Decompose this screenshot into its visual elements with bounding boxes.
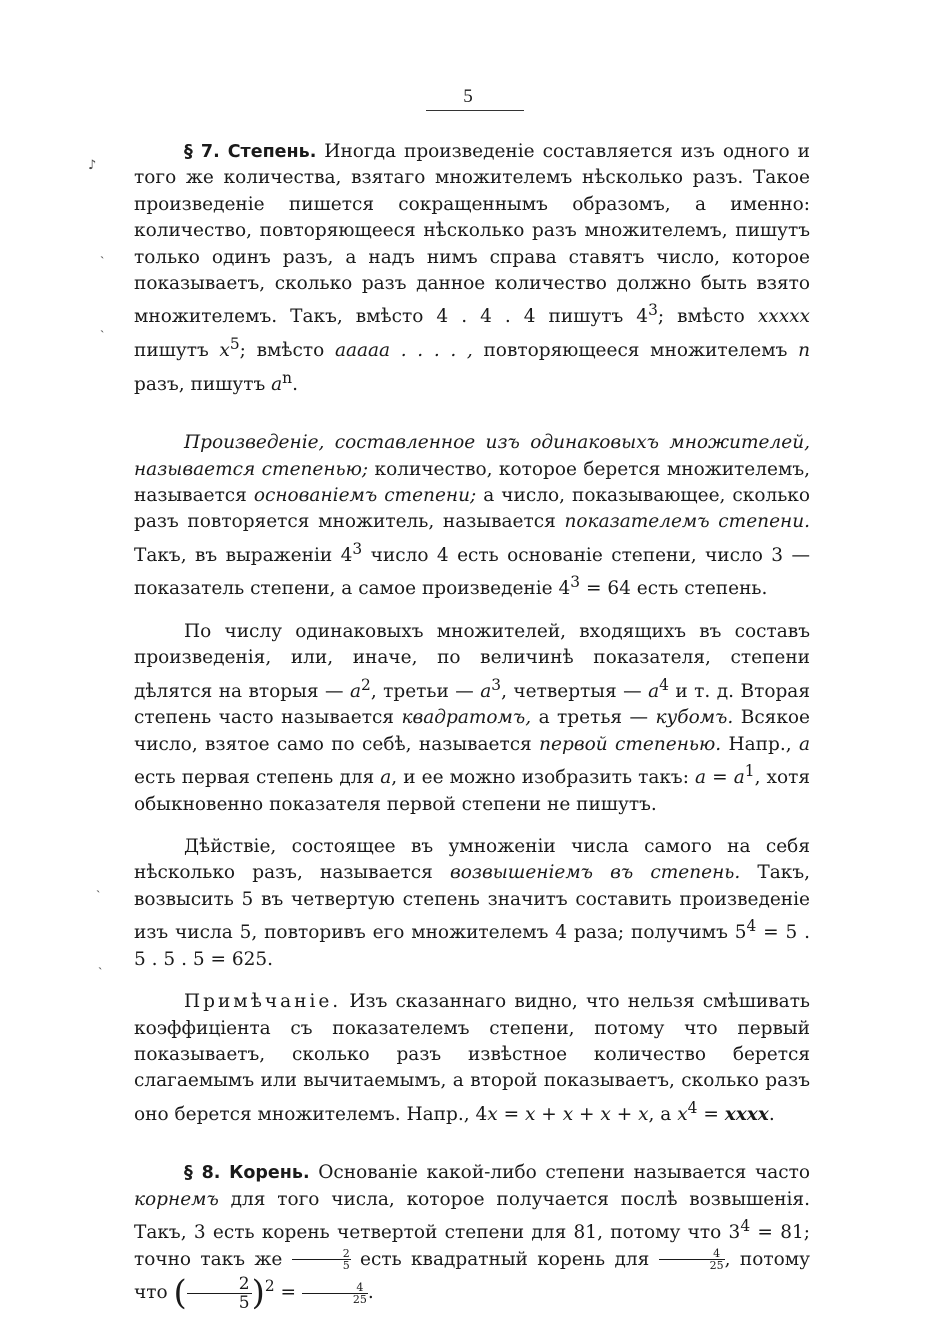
exponent: 3 [352, 539, 363, 558]
fraction-denominator: 25 [352, 1292, 367, 1306]
note-label: Примѣчаніе. [184, 991, 342, 1013]
fraction-numerator: 4 [659, 1248, 725, 1260]
fraction-denominator: 5 [342, 1259, 350, 1273]
text: = 5 . 5 . 5 . 5 = 625. [134, 922, 810, 970]
exponent: 3 [570, 573, 581, 592]
text: + [535, 1104, 563, 1125]
text: а число, показывающее, сколько разъ повторяется множитель, называется [134, 484, 810, 533]
text: , хотя обыкновенно показателя первой степени не пишутъ. [134, 767, 811, 815]
paragraph-power-kinds [134, 619, 810, 818]
section-number: § 8. [184, 1163, 221, 1184]
math-var: a [648, 680, 660, 702]
text: . [768, 1104, 775, 1125]
text: Всякое число, взятое само по себѣ, называется [134, 707, 811, 755]
math-var: x [487, 1104, 498, 1125]
text: , третьи — [370, 680, 481, 702]
fraction-numerator: 2 [292, 1248, 351, 1260]
text: для того числа, которое получается послѣ возвышенія. Такъ, 3 есть корень четвертой степени для 81, потому что 3 [134, 1188, 810, 1244]
section-title: Степень. [227, 142, 317, 162]
exponent: 1 [744, 762, 755, 781]
math-var: a [271, 373, 283, 395]
math-var: a [380, 767, 392, 789]
text: и т. д. Вторая степень часто называется [134, 680, 810, 729]
text: + [610, 1104, 639, 1125]
math-var: a [799, 733, 811, 755]
fraction [659, 1248, 725, 1271]
math-var: xxxxx [757, 306, 810, 328]
text: Изъ сказаннаго видно, что нельзя смѣшивать коэффиціента съ показателемъ степени, потому что первый показываетъ, сколько разъ извѣстное количество берется слагаемымъ или вычитаемымъ, а второй показываетъ, сколько разъ оно берется множителемъ. Напр., 4 [134, 991, 810, 1125]
paragraph-definition-power [134, 430, 810, 603]
fraction-denominator: 25 [709, 1259, 724, 1273]
page-number-rule [426, 110, 524, 111]
italic-term: квадратомъ, [401, 707, 532, 729]
text: + [573, 1104, 601, 1125]
italic-term: корнемъ [134, 1188, 219, 1210]
italic-term: первой степенью. [539, 733, 722, 755]
math-var: x [524, 1104, 536, 1125]
exponent: n [282, 368, 293, 387]
math-var: x [219, 340, 230, 362]
exponent: 4 [746, 917, 757, 936]
italic-term: основаніемъ степени; [253, 484, 477, 506]
fraction [302, 1282, 368, 1305]
paragraph-section-8 [134, 1160, 810, 1314]
exponent: 4 [740, 1217, 751, 1236]
exponent: 3 [648, 301, 658, 320]
text: = 64 есть степень. [580, 578, 768, 600]
math-var: aaaaa . . . . , [334, 340, 473, 362]
text: ; вмѣсто [239, 340, 335, 362]
margin-mark: ˏ [98, 956, 103, 971]
text: а третья — [531, 707, 656, 729]
text: количество, которое берется множителемъ, называется [134, 458, 810, 506]
text: = [706, 767, 734, 789]
page-number: 5 [463, 86, 473, 107]
text: = 81; точно такъ же [134, 1222, 810, 1270]
paragraph-section-7 [134, 139, 810, 398]
fraction [292, 1248, 351, 1271]
text: , потому что [134, 1248, 810, 1304]
text: = [497, 1104, 525, 1125]
text: число 4 есть основаніе степени, число 3 — показатель степени, а самое произведеніе 4 [134, 544, 810, 600]
text: = [274, 1282, 302, 1304]
fraction [187, 1275, 252, 1312]
paragraph-raising-to-power [134, 834, 810, 973]
math-var: x [638, 1104, 649, 1125]
text: Напр., [721, 733, 799, 755]
exponent: 4 [687, 1098, 698, 1117]
fraction-numerator: 2 [187, 1275, 252, 1294]
exponent: 5 [229, 335, 240, 353]
math-var: x [562, 1104, 574, 1125]
text: ; вмѣсто [657, 306, 758, 328]
math-var: x [600, 1104, 611, 1125]
text: есть квадратный корень для [350, 1248, 659, 1270]
page-body [134, 139, 810, 1312]
italic-term: показателемъ степени. [564, 511, 811, 533]
right-paren: ) [251, 1273, 265, 1314]
text: повторяющееся множителемъ [472, 340, 799, 362]
italic-term: возвышеніемъ въ степень. [449, 862, 741, 884]
margin-mark: ♪ [88, 158, 97, 173]
margin-mark: ˏ [100, 245, 105, 260]
math-var: n [798, 340, 810, 362]
text: . [367, 1282, 374, 1304]
left-paren: ( [173, 1273, 187, 1314]
fraction-denominator: 5 [238, 1292, 250, 1313]
italic-term: кубомъ. [655, 707, 734, 729]
text: разъ, пишутъ [134, 373, 272, 395]
text: Дѣйствіе, состоящее въ умноженіи числа самого на себя нѣсколько разъ, называется [134, 836, 810, 884]
italic-term: Произведеніе, составленное изъ одинаковыхъ множителей, называется степенью; [134, 432, 810, 480]
exponent: 2 [361, 675, 371, 694]
math-var: xxxx [724, 1104, 769, 1125]
text: Такъ, въ выраженіи 4 [134, 544, 353, 566]
text: Такъ, возвысить 5 въ четвертую степень значитъ составить произведеніе изъ числа 5, повторивъ его множителемъ 4 раза; получимъ 5 [134, 862, 810, 944]
exponent: 3 [491, 675, 502, 694]
text: , четвертыя — [501, 680, 649, 702]
section-title: Корень. [229, 1163, 310, 1184]
text: = [697, 1104, 725, 1125]
margin-mark: ˏ [100, 319, 105, 334]
math-var: a [480, 680, 492, 702]
fraction-numerator: 4 [302, 1282, 368, 1294]
math-var: a [733, 767, 745, 789]
text: , и ее можно изобразить такъ: [391, 767, 696, 789]
math-var: a [695, 767, 707, 789]
text: . [292, 373, 298, 395]
exponent: 2 [264, 1277, 275, 1296]
exponent: 4 [659, 675, 669, 694]
text: есть первая степень для [134, 767, 381, 789]
section-number: § 7. [184, 142, 220, 162]
text: , а [648, 1104, 678, 1125]
text: пишутъ [134, 340, 220, 362]
margin-mark: ˏ [96, 879, 101, 894]
text: Иногда произведеніе составляется изъ одного и того же количества, взятаго множителемъ нѣсколько разъ. Такое произведеніе пишется сокращеннымъ образомъ, а именно: количество, повторяющееся нѣсколько разъ множителемъ, пишутъ только одинъ разъ, а надъ нимъ справа ставятъ число, которое показываетъ, сколько разъ данное количество должно быть взято множителемъ. Такъ, вмѣсто 4 . 4 . 4 пишутъ 4 [134, 141, 810, 328]
math-var: a [349, 680, 361, 702]
math-var: x [677, 1104, 688, 1125]
paragraph-note [134, 989, 810, 1128]
text: По числу одинаковыхъ множителей, входящихъ въ составъ произведенія, или, иначе, по величинѣ показателя, степени дѣлятся на вторыя — [134, 620, 810, 702]
text: Основаніе какой-либо степени называется часто [309, 1162, 810, 1184]
